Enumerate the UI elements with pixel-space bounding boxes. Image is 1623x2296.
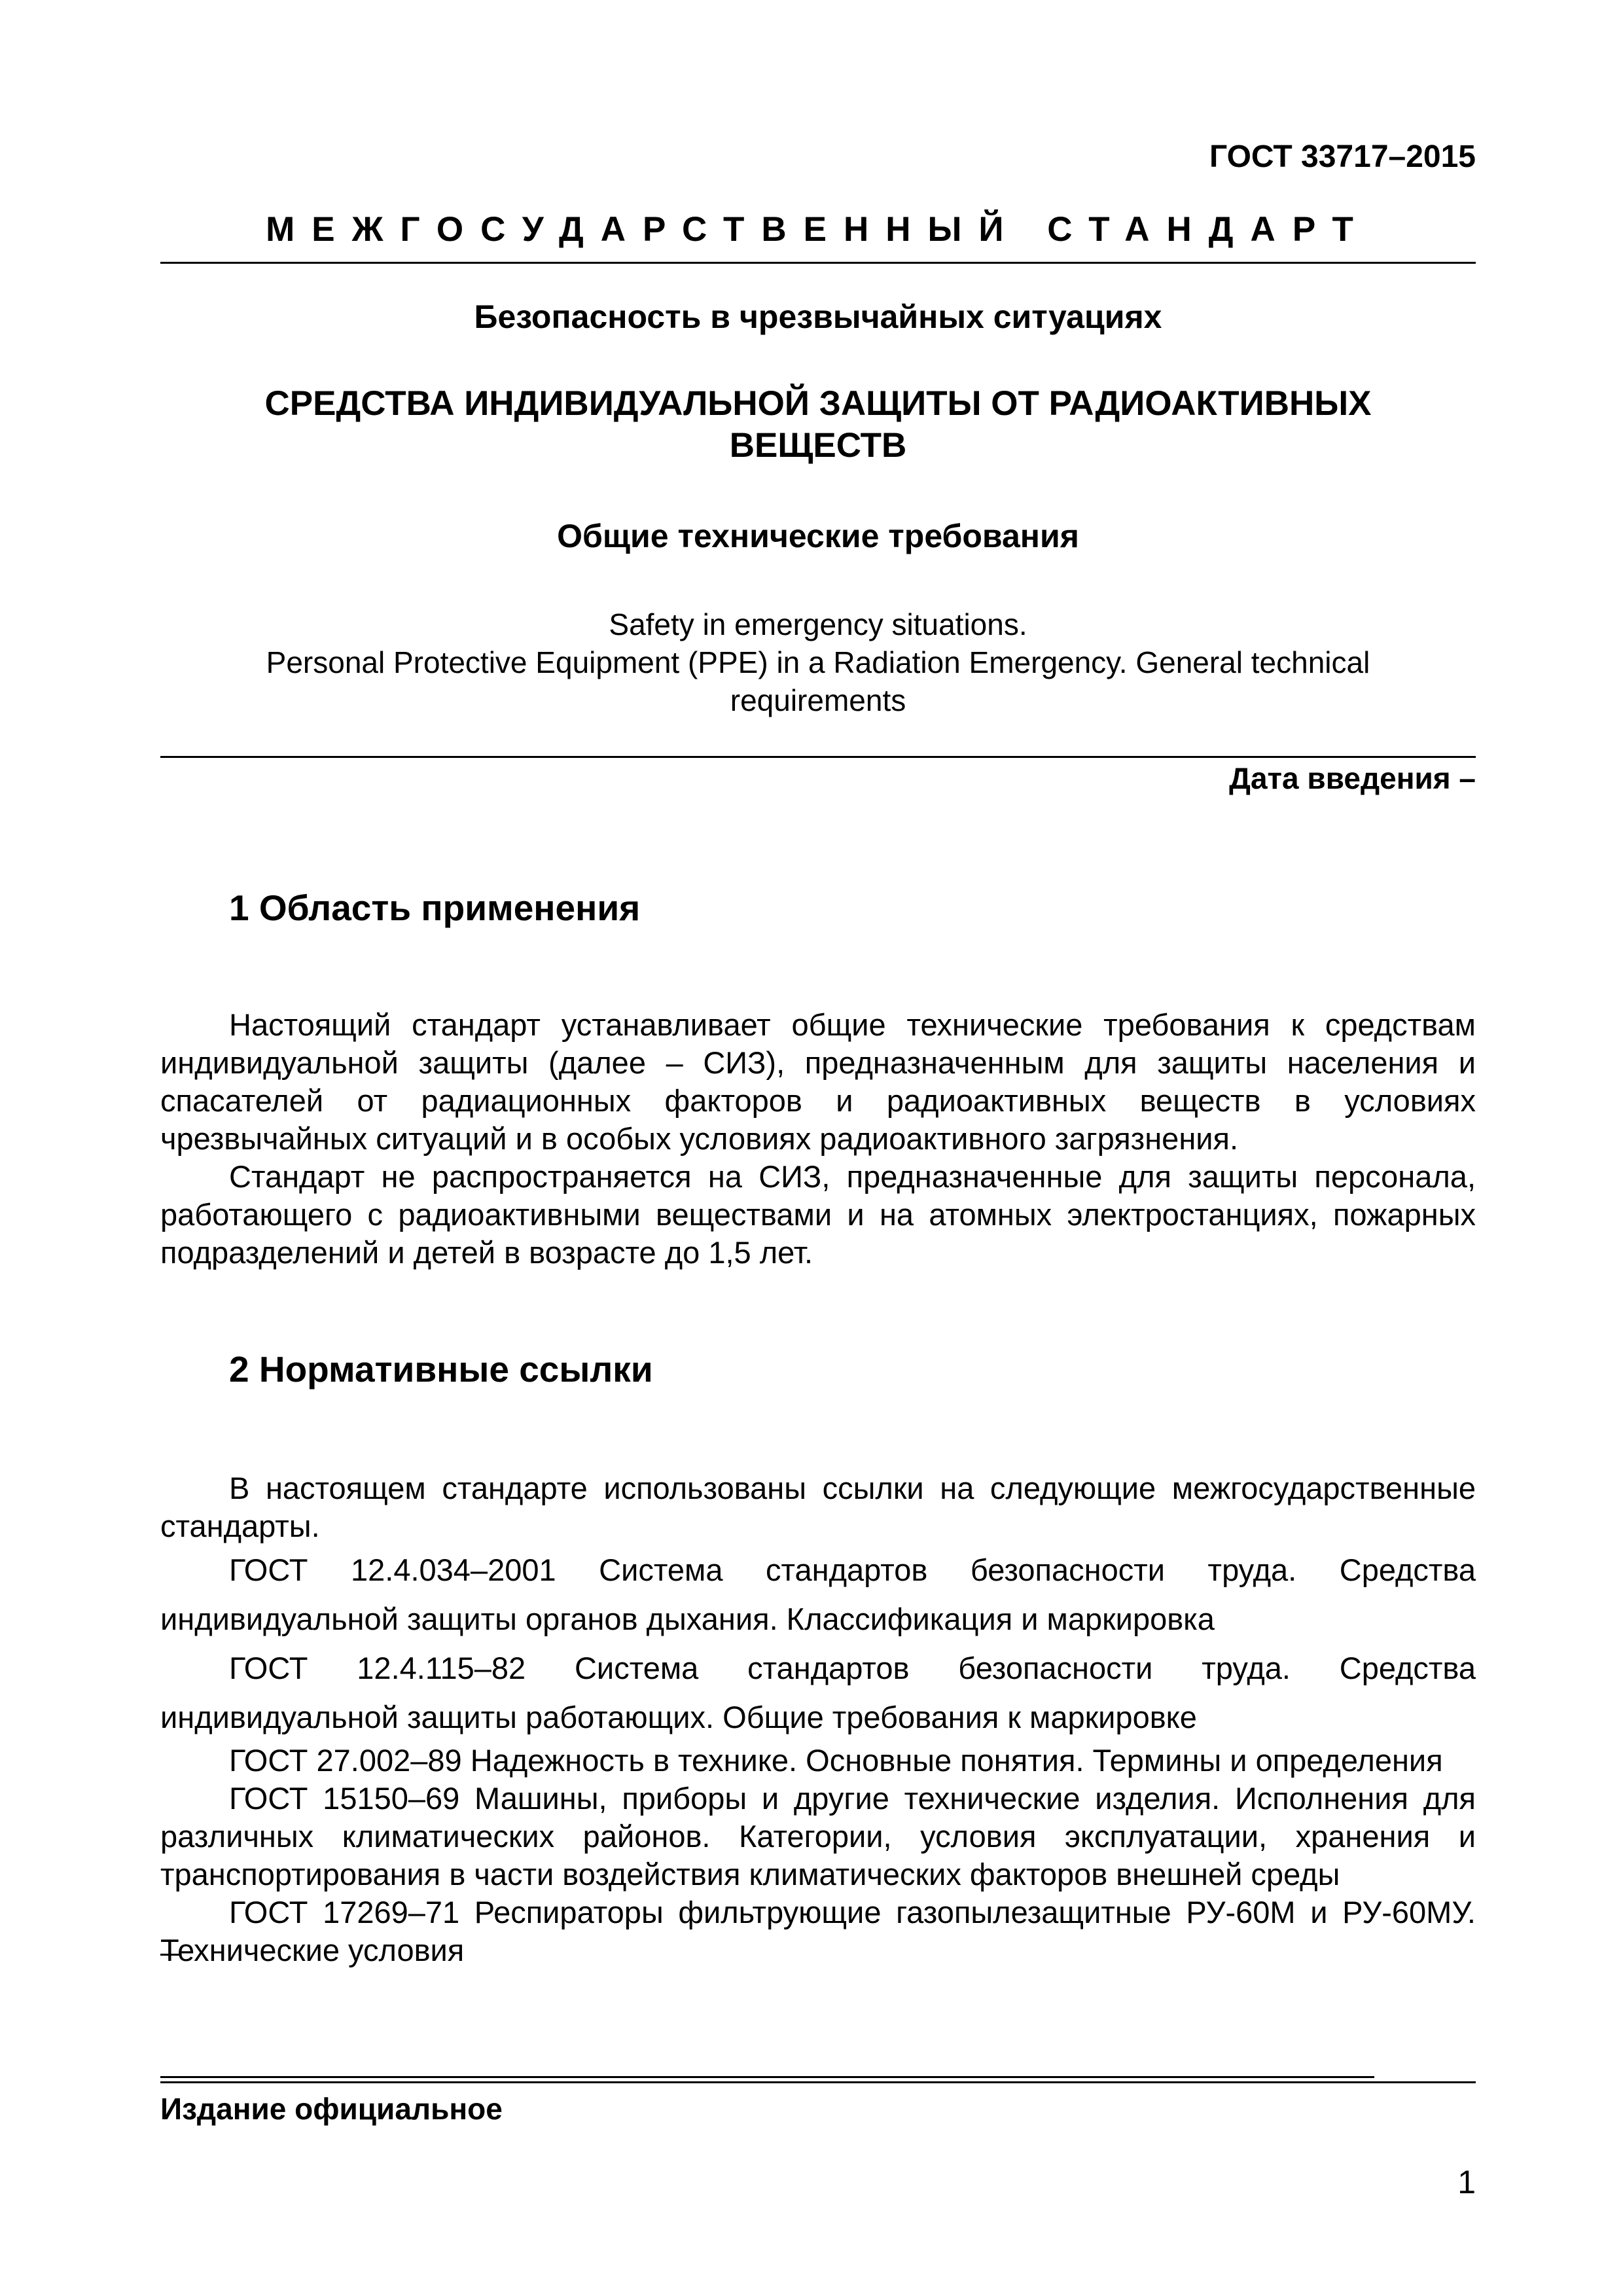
main-title-line-1: СРЕДСТВА ИНДИВИДУАЛЬНОЙ ЗАЩИТЫ ОТ РАДИОАКТИВНЫХ [264,384,1372,423]
section-2-heading: 2 Нормативные ссылки [229,1349,653,1390]
reference-item: ГОСТ 12.4.034–2001 Система стандартов безопасности труда. Средства индивидуальной защиты органов дыхания. Классификация и маркировка [160,1552,1476,1636]
title-divider [160,756,1476,758]
english-title-line-1: Safety in emergency situations. [609,607,1027,641]
reference-item: ГОСТ 12.4.115–82 Система стандартов безопасности труда. Средства индивидуальной защиты работающих. Общие требования к маркировке [160,1651,1476,1734]
gost-number: ГОСТ 33717–2015 [1209,139,1476,174]
paragraph: Настоящий стандарт устанавливает общие технические требования к средствам индивидуальной защиты (далее – СИЗ), предназначенным для защиты населения и спасателей от радиационных факторов и радиоактивных веществ в условиях чрезвычайных ситуаций и в особых условиях радиоактивного загрязнения. [160,1007,1476,1156]
reference-item: ГОСТ 15150–69 Машины, приборы и другие технические изделия. Исполнения для различных климатических районов. Категории, условия эксплуатации, хранения и транспортирования в части воздействия климатических факторов внешней среды [160,1781,1476,1892]
section-1-heading: 1 Область применения [229,888,641,928]
main-title-line-2: ВЕЩЕСТВ [729,426,907,465]
section-2-body [160,1469,1476,1969]
footer-divider-short [160,2076,1374,2078]
subtitle: Общие технические требования [557,518,1079,554]
english-title-line-3: requirements [730,683,906,717]
standard-type: МЕЖГОСУДАРСТВЕННЫЙ СТАНДАРТ [160,209,1476,264]
footer-divider-long [160,2081,1476,2083]
reference-item: ГОСТ 17269–71 Респираторы фильтрующие газопылезащитные РУ-60М и РУ-60МУ. Технические условия [160,1895,1476,1967]
date-of-introduction: Дата введения – [1229,761,1476,795]
main-title [160,383,1476,467]
section-1-body [160,1006,1476,1272]
paragraph: Стандарт не распространяется на СИЗ, предназначенные для защиты персонала, работающего с радиоактивными веществами и на атомных электростанциях, пожарных подразделений и детей в возрасте до 1,5 лет. [160,1159,1476,1270]
english-title [160,605,1476,719]
paragraph: В настоящем стандарте использованы ссылки на следующие межгосударственные стандарты. [160,1471,1476,1543]
page-number: 1 [1457,2164,1476,2200]
footnote-dash [160,1954,180,1956]
series-title: Безопасность в чрезвычайных ситуациях [474,298,1162,335]
english-title-line-2: Personal Protective Equipment (PPE) in a Radiation Emergency. General technical [266,645,1370,679]
reference-item: ГОСТ 27.002–89 Надежность в технике. Основные понятия. Термины и определения [229,1743,1443,1778]
edition-label: Издание официальное [160,2092,503,2126]
